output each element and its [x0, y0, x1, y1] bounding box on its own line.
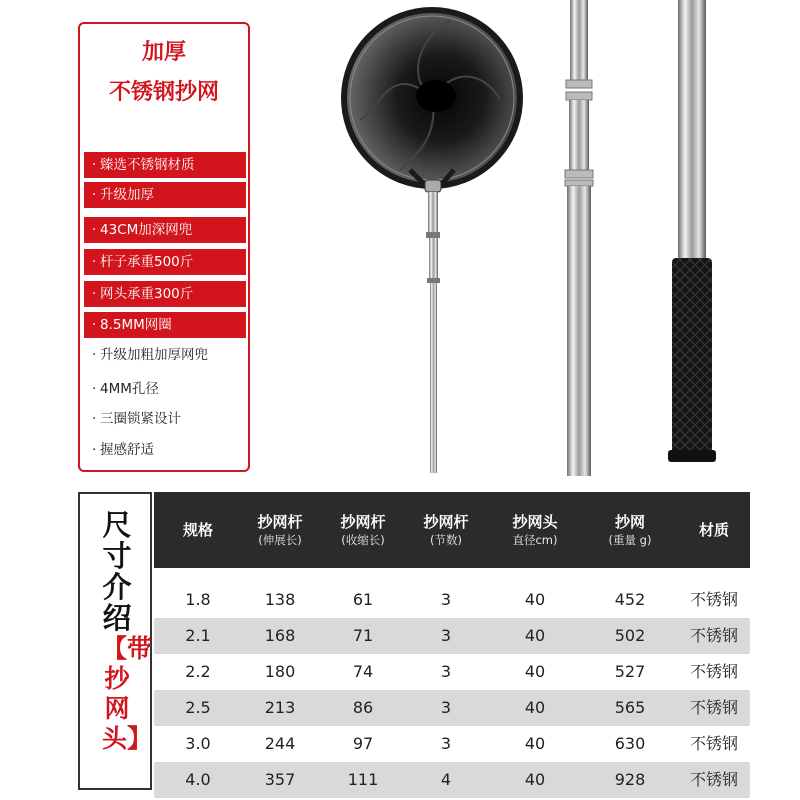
table-cell: 86: [352, 698, 374, 717]
bullet-icon: ·: [92, 411, 97, 427]
column-header-main: 材质: [698, 521, 729, 539]
column-header: [162, 492, 234, 568]
feature-text: 网头承重300斤: [100, 286, 194, 302]
feature-text: 臻选不锈钢材质: [100, 157, 195, 173]
table-cell: 2.2: [185, 662, 211, 681]
bullet-icon: ·: [92, 442, 97, 458]
feature-text: 三圈锁紧设计: [100, 411, 181, 427]
panel-title-line1: 加厚: [141, 40, 186, 65]
feature-text: 8.5MM网圈: [100, 317, 172, 333]
column-header-sub: 直径cm): [512, 533, 558, 547]
table-cell: 40: [524, 770, 546, 789]
landing-net-illustration: [260, 0, 800, 480]
feature-panel: [78, 22, 250, 472]
table-cell: 40: [524, 698, 546, 717]
table-cell: 180: [264, 662, 296, 681]
table-cell: 2.1: [185, 626, 211, 645]
size-table: [78, 492, 750, 792]
column-header: [582, 492, 678, 568]
size-table-side-label: [78, 492, 152, 790]
net-pole: [426, 192, 440, 473]
column-header-main: 抄网杆: [340, 513, 386, 531]
table-row: [154, 582, 750, 618]
column-header-sub: (重量 g): [608, 533, 652, 547]
feature-text: 43CM加深网兜: [100, 222, 193, 238]
table-cell: 不锈钢: [689, 770, 738, 789]
table-cell: 4.0: [185, 770, 211, 789]
handle-pole: [668, 0, 716, 462]
table-cell: 40: [524, 590, 546, 609]
table-row: [154, 690, 750, 726]
column-header-sub: (伸展长): [258, 533, 302, 547]
table-cell: 111: [347, 770, 379, 789]
table-cell: 502: [614, 626, 646, 645]
size-table-grid: [154, 492, 750, 792]
table-cell: 61: [352, 590, 374, 609]
feature-item: [84, 312, 246, 338]
table-cell: 928: [614, 770, 646, 789]
feature-item: [84, 342, 246, 368]
table-cell: 40: [524, 662, 546, 681]
table-row: [154, 618, 750, 654]
feature-item: [84, 437, 246, 463]
column-header-main: 抄网杆: [257, 513, 303, 531]
table-cell: 565: [614, 698, 646, 717]
table-cell: 2.5: [185, 698, 211, 717]
feature-item: [84, 217, 246, 243]
table-cell: 不锈钢: [689, 698, 738, 717]
feature-item: [84, 152, 246, 178]
feature-item: [84, 376, 246, 402]
table-cell: 40: [524, 626, 546, 645]
table-cell: 452: [614, 590, 646, 609]
bullet-icon: ·: [92, 254, 97, 270]
feature-item: [84, 281, 246, 307]
table-cell: 3: [440, 662, 452, 681]
feature-item: [84, 182, 246, 208]
table-cell: 71: [352, 626, 374, 645]
table-cell: 3.0: [185, 734, 211, 753]
table-cell: 4: [440, 770, 452, 789]
size-table-subtitle: 【带抄网头】: [102, 634, 153, 753]
table-cell: 213: [264, 698, 296, 717]
panel-title-line2: 不锈钢抄网: [108, 80, 219, 105]
column-header: [488, 492, 582, 568]
bullet-icon: ·: [92, 286, 97, 302]
column-header: [404, 492, 488, 568]
column-header: [238, 492, 322, 568]
table-cell: 97: [352, 734, 374, 753]
size-table-title: 尺寸介绍: [102, 508, 132, 635]
feature-text: 升级加厚: [100, 187, 154, 203]
feature-text: 升级加粗加厚网兜: [100, 347, 208, 363]
table-cell: 630: [614, 734, 646, 753]
table-cell: 3: [440, 590, 452, 609]
table-cell: 不锈钢: [689, 734, 738, 753]
feature-text: 握感舒适: [100, 442, 154, 458]
bullet-icon: ·: [92, 222, 97, 238]
bullet-icon: ·: [92, 317, 97, 333]
table-cell: 74: [352, 662, 374, 681]
table-cell: 1.8: [185, 590, 211, 609]
table-cell: 不锈钢: [689, 662, 738, 681]
table-cell: 527: [614, 662, 646, 681]
table-cell: 3: [440, 734, 452, 753]
bullet-icon: ·: [92, 187, 97, 203]
column-header-main: 抄网杆: [423, 513, 469, 531]
table-cell: 138: [264, 590, 296, 609]
column-header-main: 抄网头: [512, 513, 558, 531]
middle-pole: [565, 0, 593, 476]
table-row: [154, 654, 750, 690]
table-cell: 244: [264, 734, 296, 753]
bullet-icon: ·: [92, 157, 97, 173]
table-cell: 不锈钢: [689, 590, 738, 609]
table-cell: 168: [264, 626, 296, 645]
column-header-main: 抄网: [614, 513, 645, 531]
feature-text: 4MM孔径: [100, 381, 159, 397]
feature-text: 杆子承重500斤: [100, 254, 194, 270]
column-header-sub: (节数): [430, 533, 462, 547]
column-header-main: 规格: [182, 521, 213, 539]
feature-item: [84, 406, 246, 432]
table-cell: 40: [524, 734, 546, 753]
net-hoop: [344, 10, 520, 192]
bullet-icon: ·: [92, 347, 97, 363]
table-cell: 3: [440, 626, 452, 645]
bullet-icon: ·: [92, 381, 97, 397]
table-cell: 不锈钢: [689, 626, 738, 645]
table-cell: 3: [440, 698, 452, 717]
column-header: [322, 492, 404, 568]
column-header: [678, 492, 750, 568]
column-header-sub: (收缩长): [341, 533, 385, 547]
product-photo: [260, 0, 800, 480]
table-row: [154, 726, 750, 762]
table-cell: 357: [264, 770, 296, 789]
table-row: [154, 762, 750, 798]
table-header: [154, 492, 750, 568]
feature-item: [84, 249, 246, 275]
